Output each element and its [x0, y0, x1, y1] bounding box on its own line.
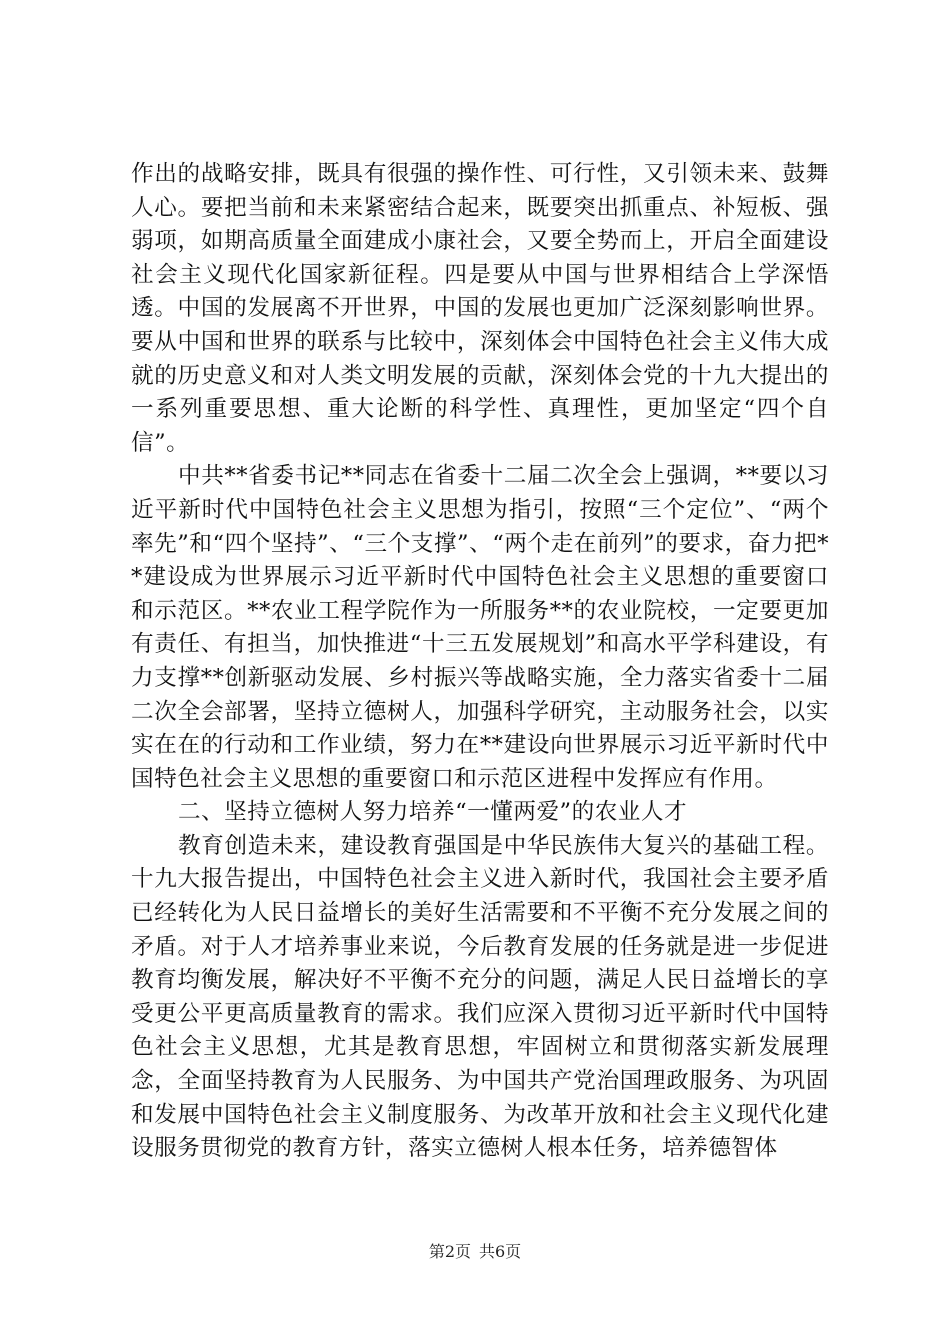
page-footer: [0, 1241, 950, 1263]
paragraph: 中共**省委书记**同志在省委十二届二次全会上强调，**要以习近平新时代中国特色社会主义思想为指引，按照“三个定位”、“两个率先”和“四个坚持”、“三个支撑”、“两个走在前列”的要求，奋力把**建设成为世界展示习近平新时代中国特色社会主义思想的重要窗口和示范区。**农业工程学院作为一所服务**的农业院校，一定要更加有责任、有担当，加快推进“十三五发展规划”和高水平学科建设，有力支撑**创新驱动发展、乡村振兴等战略实施，全力落实省委十二届二次全会部署，坚持立德树人，加强科学研究，主动服务社会，以实实在在的行动和工作业绩，努力在**建设向世界展示习近平新时代中国特色社会主义思想的重要窗口和示范区进程中发挥应有作用。: [131, 463, 829, 792]
page-number: 第2页: [428, 1242, 471, 1261]
paragraph: 教育创造未来，建设教育强国是中华民族伟大复兴的基础工程。十九大报告提出，中国特色社会主义进入新时代，我国社会主要矛盾已经转化为人民日益增长的美好生活需要和不平衡不充分发展之间的矛盾。对于人才培养事业来说，今后教育发展的任务就是进一步促进教育均衡发展，解决好不平衡不充分的问题，满足人民日益增长的享受更公平更高质量教育的需求。我们应深入贯彻习近平新时代中国特色社会主义思想，尤其是教育思想，牢固树立和贯彻落实新发展理念，全面坚持教育为人民服务、为中国共产党治国理政服务、为巩固和发展中国特色社会主义制度服务、为改革开放和社会主义现代化建设服务贯彻党的教育方针，落实立德树人根本任务，培养德智体: [131, 832, 829, 1162]
page-total: 共6页: [479, 1242, 522, 1261]
document-body: [131, 158, 829, 1166]
paragraph: 作出的战略安排，既具有很强的操作性、可行性，又引领未来、鼓舞人心。要把当前和未来紧密结合起来，既要突出抓重点、补短板、强弱项，如期高质量全面建成小康社会，又要全势而上，开启全面建设社会主义现代化国家新征程。四是要从中国与世界相结合上学深悟透。中国的发展离不开世界，中国的发展也更加广泛深刻影响世界。要从中国和世界的联系与比较中，深刻体会中国特色社会主义伟大成就的历史意义和对人类文明发展的贡献，深刻体会党的十九大提出的一系列重要思想、重大论断的科学性、真理性，更加坚定“四个自信”。: [131, 161, 829, 456]
section-heading: 二、坚持立德树人努力培养“一懂两爱”的农业人才: [178, 799, 688, 826]
